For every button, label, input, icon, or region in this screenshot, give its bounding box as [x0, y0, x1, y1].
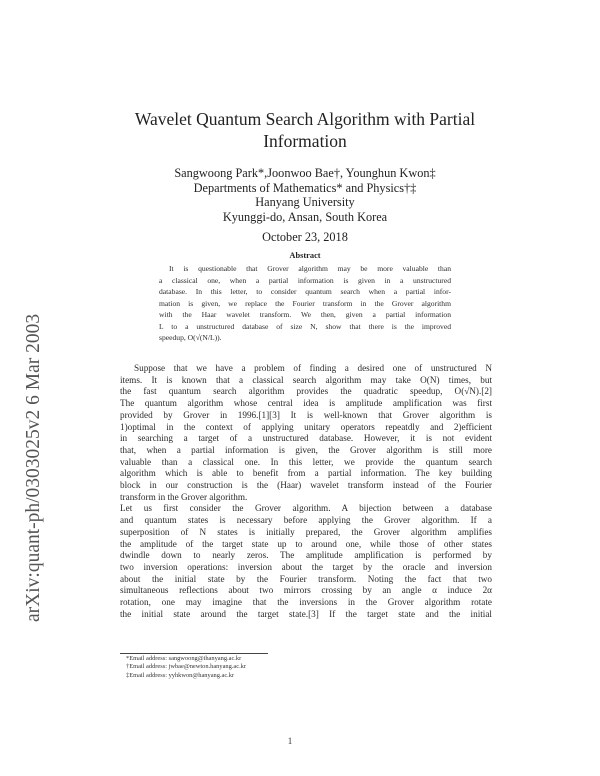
- author-names: Sangwoong Park*,Joonwoo Bae†, Younghun Kwon‡: [174, 166, 436, 180]
- title-line: Wavelet Quantum Search Algorithm with Partial: [134, 109, 476, 129]
- author-university: Hanyang University: [255, 195, 355, 210]
- abstract-line: with the Haar wavelet transform. We then, given a partial information: [159, 310, 451, 319]
- body-text: [120, 363, 492, 620]
- arxiv-identifier-stamp: arXiv:quant-ph/0303025v2 6 Mar 2003: [23, 313, 44, 622]
- body-line: that, when a partial information is given, the Grover algorithm is still more: [120, 444, 492, 455]
- abstract-text: [159, 263, 451, 344]
- body-line: block in our construction is the (Haar) wavelet transform instead of the Fourier: [120, 480, 492, 491]
- body-line: the fast quantum search algorithm provides the quadratic speedup, O(√N).[2]: [120, 386, 492, 397]
- paper-date: October 23, 2018: [262, 230, 348, 244]
- title-line: Information: [263, 131, 347, 151]
- body-line: provided by Grover in 1996.[1][3] It is well-known that Grover algorithm is: [120, 409, 492, 420]
- author-departments: Departments of Mathematics* and Physics†‡: [193, 180, 417, 195]
- body-line: the amplitude of the target state up to around one, while those of other states: [120, 538, 492, 549]
- footnote-email-bae: †Email address: jwbae@newton.hanyang.ac.kr: [126, 663, 246, 671]
- body-line: 1)optimal in the context of applying unitary operators repeatdly and 2)efficient: [120, 421, 492, 432]
- body-line: valuable than a classical one. In this letter, we provide the quantum search: [120, 456, 492, 467]
- body-line: The quantum algorithm whose central idea is amplitude amplification was first: [120, 398, 492, 409]
- body-line: rotation, one may imagine that the inversions in the Grover algorithm rotate: [120, 597, 492, 608]
- body-line: superposition of N states is initially prepared, the Grover algorithm amplifies: [120, 526, 492, 537]
- body-line: simultaneous reflections about two mirrors crossing by an angle α induce 2α: [120, 585, 492, 596]
- body-line: and quantum states is necessary before applying the Grover algorithm. If a: [120, 515, 492, 526]
- abstract-line: mation is given, we replace the Fourier transform in the Grover algorithm: [159, 298, 451, 308]
- abstract-line: L to a unstructured database of size N, show that there is the improved: [159, 321, 451, 331]
- body-line: two inversion operations: inversion about the target by the oracle and inversion: [120, 561, 492, 572]
- body-line: algorithm which is able to benefit from a partial information. The key building: [120, 468, 492, 479]
- abstract-line: a classical one, when a partial information is given in a unstructured: [159, 275, 451, 285]
- footnote-email-kwon: ‡Email address: yyhkwon@hanyang.ac.kr: [126, 671, 235, 679]
- body-line: in searching a target of a unstructured database. However, it is not evident: [120, 433, 492, 444]
- abstract-line: database. In this letter, to consider quantum search when a partial infor-: [159, 287, 451, 296]
- body-line: the initial state around the target state.[3] If the target state and the initial: [120, 608, 492, 619]
- body-line: about the initial state by the Fourier transform. Noting the fact that two: [120, 573, 492, 584]
- footnote-email-park: *Email address: sangwoong@ihanyang.ac.kr: [126, 655, 242, 662]
- paper-title: [110, 108, 500, 152]
- body-line: items. It is known that a classical search algorithm may take O(N) times, but: [120, 374, 492, 385]
- author-block: [150, 166, 460, 224]
- body-line: transform in the Grover algorithm.: [120, 491, 248, 502]
- page-number: 1: [287, 736, 293, 746]
- body-line: Let us first consider the Grover algorithm. A bijection between a database: [120, 503, 492, 514]
- abstract-line: It is questionable that Grover algorithm may be more valuable than: [169, 264, 451, 273]
- body-line: dwindle down to nearly zeros. The amplitude amplification is performed by: [120, 550, 492, 561]
- abstract-heading: Abstract: [289, 251, 321, 260]
- footnotes: [126, 655, 426, 680]
- abstract-line: speedup, O(√(N/L)).: [159, 333, 222, 342]
- author-location: Kyunggi-do, Ansan, South Korea: [222, 209, 388, 224]
- footnote-divider: [120, 653, 268, 654]
- body-line: Suppose that we have a problem of finding a desired one of unstructured N: [134, 363, 492, 373]
